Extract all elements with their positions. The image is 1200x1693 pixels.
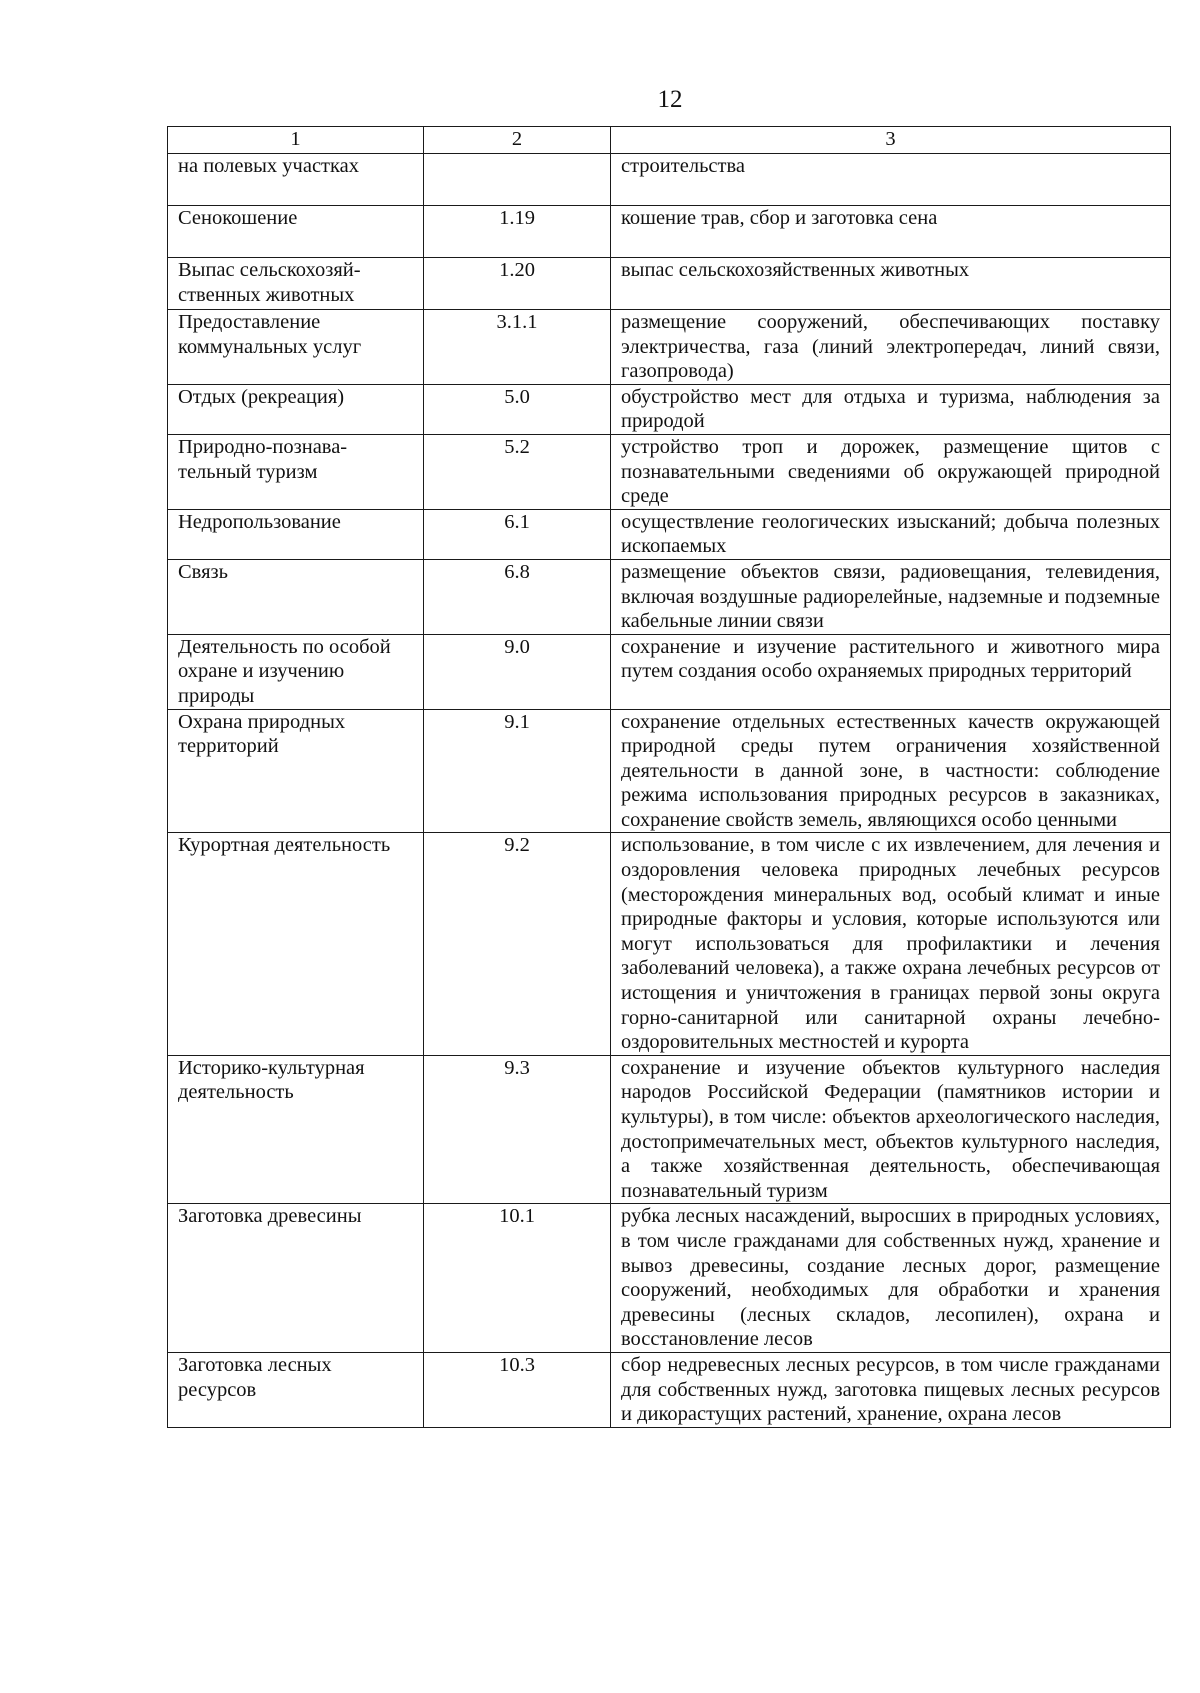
use-description: размещение объектов связи, радиовещания, телевидения, включая воздушные радиорелейные, надземные и подземные кабельные линии связи [611,559,1171,634]
use-code: 1.20 [424,258,611,310]
use-name: Природно-познава-тельный туризм [168,434,424,509]
use-code: 9.2 [424,833,611,1055]
use-description: строительства [611,154,1171,206]
page-number: 12 [657,86,683,113]
use-name: Заготовка лесных ресурсов [168,1352,424,1427]
use-description: сохранение отдельных естественных качеств окружающей природной среды путем ограничения хозяйственной деятельности в данной зоне, в частности: соблюдение режима использования природных ресурсов в заказниках, сохранение свойств земель, являющихся особо ценными [611,709,1171,833]
use-name: Курортная деятельность [168,833,424,1055]
table-row [168,509,1171,559]
table-row [168,310,1171,385]
use-name: Охрана природных территорий [168,709,424,833]
use-name: Связь [168,559,424,634]
use-code: 6.8 [424,559,611,634]
use-code: 1.19 [424,206,611,258]
use-description: выпас сельскохозяйственных животных [611,258,1171,310]
table-row [168,1204,1171,1353]
column-header-3: 3 [611,127,1171,154]
use-description: устройство троп и дорожек, размещение щитов с познавательными сведениями об окружающей природной среде [611,434,1171,509]
use-code: 10.1 [424,1204,611,1353]
use-code: 5.0 [424,384,611,434]
use-description: осуществление геологических изысканий; добыча полезных ископаемых [611,509,1171,559]
use-code: 10.3 [424,1352,611,1427]
use-name: Отдых (рекреация) [168,384,424,434]
use-code: 6.1 [424,509,611,559]
use-description: размещение сооружений, обеспечивающих поставку электричества, газа (линий электропередач, линий связи, газопровода) [611,310,1171,385]
use-description: рубка лесных насаждений, выросших в природных условиях, в том числе гражданами для собственных нужд, хранение и вывоз древесины, создание лесных дорог, размещение сооружений, необходимых для обработки и хранения древесины (лесных складов, лесопилен), охрана и восстановление лесов [611,1204,1171,1353]
use-name: на полевых участках [168,154,424,206]
use-name: Историко-культурная деятельность [168,1055,424,1204]
column-header-1: 1 [168,127,424,154]
table-row [168,1055,1171,1204]
use-description: обустройство мест для отдыха и туризма, наблюдения за природой [611,384,1171,434]
use-description: сбор недревесных лесных ресурсов, в том числе гражданами для собственных нужд, заготовка пищевых лесных ресурсов и дикорастущих растений, хранение, охрана лесов [611,1352,1171,1427]
use-code: 9.1 [424,709,611,833]
land-use-table [167,126,1171,1428]
table-row [168,206,1171,258]
use-description: сохранение и изучение объектов культурного наследия народов Российской Федерации (памятников истории и культуры), в том числе: объектов археологического наследия, достопримечательных мест, объектов культурного наследия, а также хозяйственная деятельность, обеспечивающая познавательный туризм [611,1055,1171,1204]
use-description: использование, в том числе с их извлечением, для лечения и оздоровления человека природных лечебных ресурсов (месторождения минеральных вод, особый климат и иные природные факторы и условия, которые используются или могут использоваться для профилактики и лечения заболеваний человека), а также охрана лечебных ресурсов от истощения и уничтожения в границах первой зоны округа горно-санитарной или санитарной охраны лечебно-оздоровительных местностей и курорта [611,833,1171,1055]
table-row [168,384,1171,434]
use-name: Недропользование [168,509,424,559]
table-row [168,1352,1171,1427]
table-row [168,833,1171,1055]
use-code: 9.0 [424,634,611,709]
use-name: Сенокошение [168,206,424,258]
use-name: Заготовка древесины [168,1204,424,1353]
table-row [168,559,1171,634]
table-row [168,634,1171,709]
table-row [168,434,1171,509]
table-row [168,258,1171,310]
use-code: 3.1.1 [424,310,611,385]
use-name: Выпас сельскохозяй-ственных животных [168,258,424,310]
table-row [168,709,1171,833]
use-code [424,154,611,206]
table-body [168,154,1171,1428]
use-name: Предоставление коммунальных услуг [168,310,424,385]
table-row [168,154,1171,206]
use-code: 5.2 [424,434,611,509]
table-header-row [168,127,1171,154]
use-name: Деятельность по особой охране и изучению природы [168,634,424,709]
table-header [168,127,1171,154]
use-code: 9.3 [424,1055,611,1204]
column-header-2: 2 [424,127,611,154]
use-description: сохранение и изучение растительного и животного мира путем создания особо охраняемых природных территорий [611,634,1171,709]
use-description: кошение трав, сбор и заготовка сена [611,206,1171,258]
